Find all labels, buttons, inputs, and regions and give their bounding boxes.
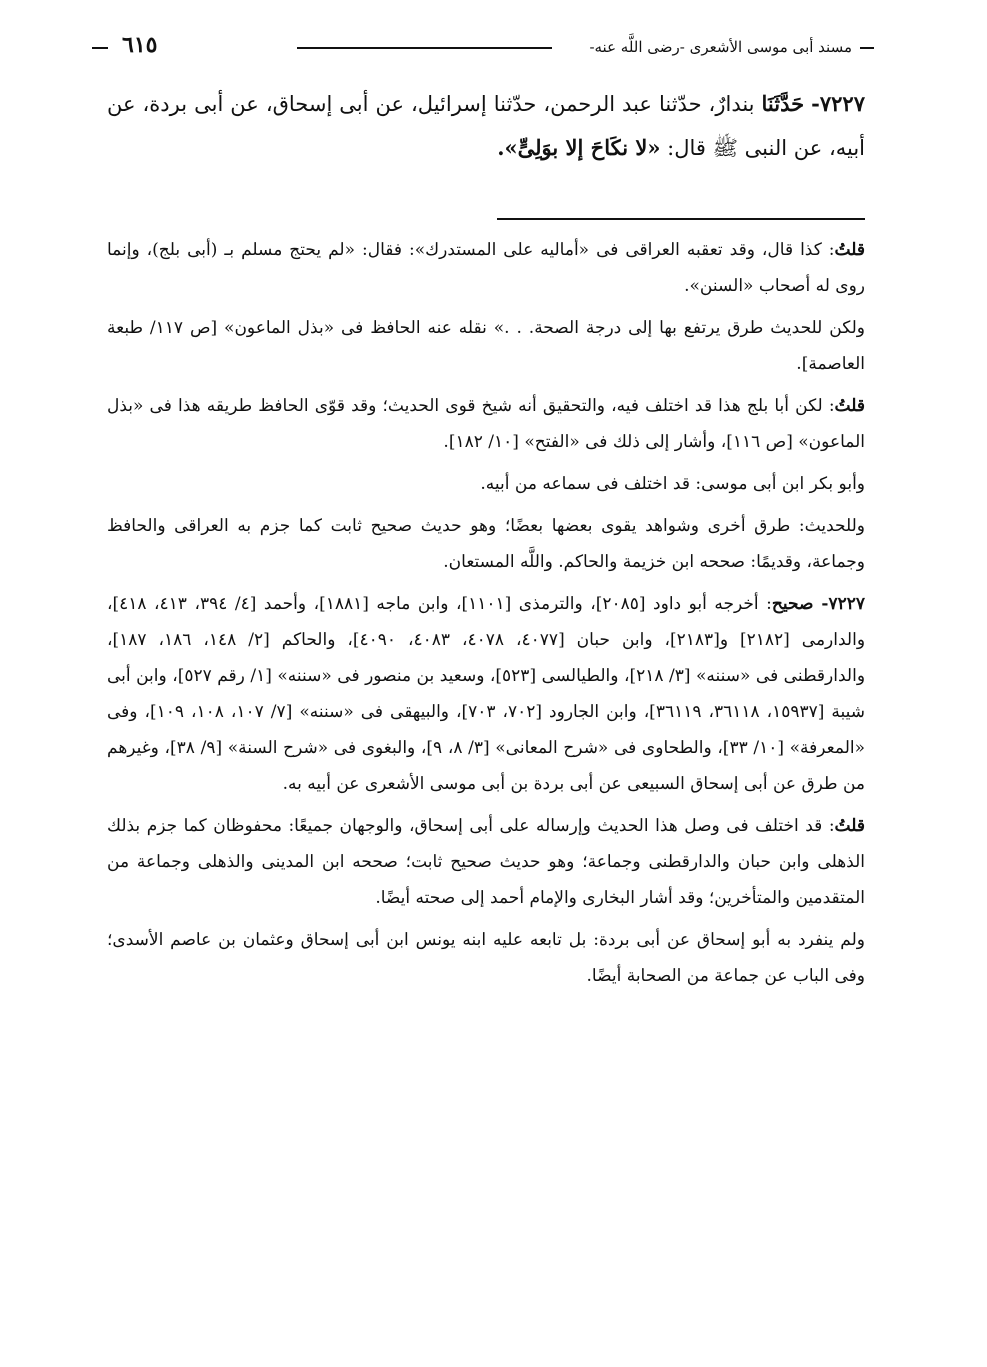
footnote-text: ولكن للحديث طرق يرتفع بها إلى درجة الصحة. . .» نقله عنه الحافظ فى «بذل الماعون» [ص ١١٧/ طبعة العاصمة].	[107, 318, 865, 374]
running-header	[92, 34, 874, 62]
footnote-text: : كذا قال، وقد تعقبه العراقى فى «أماليه على المستدرك»: فقال: «لم يحتج مسلم بـ (أبى بلج)، وإنما روى له أصحاب «السنن».	[107, 240, 865, 296]
header-dash-right	[860, 47, 874, 49]
header-rule	[297, 47, 552, 49]
header-title: مسند أبى موسى الأشعرى -رضى اللَّه عنه-	[589, 38, 852, 56]
footnote-paragraph	[107, 508, 865, 580]
footnote-separator	[497, 218, 865, 220]
footnote-text: : أخرجه أبو داود [٢٠٨٥]، والترمذى [١١٠١]، وابن ماجه [١٨٨١]، وأحمد [٤/ ٣٩٤، ٤١٣، ٤١٨]، والدارمى [٢١٨٢] و[٢١٨٣]، وابن حبان [٤٠٧٧، ٤٠٧٨، ٤٠٨٣، ٤٠٩٠]، والحاكم [٢/ ١٤٨، ١٨٦، ١٨٧]، والدارقطنى فى «سننه» [٣/ ٢١٨]، والطيالسى [٥٢٣]، وسعيد بن منصور فى «سننه» [١/ رقم ٥٢٧]، وابن أبى شيبة [١٥٩٣٧، ٣٦١١٨، ٣٦١١٩]، وابن الجارود [٧٠٢، ٧٠٣]، والبيهقى فى «سننه» [٧/ ١٠٧، ١٠٨، ١٠٩]، وفى «المعرفة» [١٠/ ٣٣]، والطحاوى فى «شرح المعانى» [٣/ ٨، ٩]، والبغوى فى «شرح السنة» [٩/ ٣٨]، وغيرهم من طرق عن أبى إسحاق السبيعى عن أبى بردة بن أبى موسى الأشعرى عن أبيه به.	[107, 594, 866, 794]
footnote-paragraph	[107, 922, 865, 994]
footnote-lead: ٧٢٢٧- صحيح	[771, 594, 866, 614]
footnote-lead: قلتُ	[834, 396, 865, 416]
footnote-text: ولم ينفرد به أبو إسحاق عن أبى بردة: بل تابعه عليه ابنه يونس ابن أبى إسحاق وعثمان بن عاصم الأسدى؛ وفى الباب عن جماعة من الصحابة أيضًا.	[107, 930, 865, 986]
footnote-paragraph	[107, 388, 865, 460]
footnote-paragraph	[107, 232, 865, 304]
footnote-text: وأبو بكر ابن أبى موسى: قد اختلف فى سماعه من أبيه.	[480, 474, 865, 494]
footnote-text: : قد اختلف فى وصل هذا الحديث وإرساله على أبى إسحاق، والوجهان جميعًا: محفوظان كما جزم بذلك الذهلى وابن حبان والدارقطنى وجماعة؛ وهو حديث صحيح ثابت؛ صححه ابن المدينى والذهلى وجماعة من المتقدمين والمتأخرين؛ وقد أشار البخارى والإمام أحمد إلى صحته أيضًا.	[107, 816, 865, 908]
header-dash-left	[92, 47, 108, 49]
footnotes	[107, 232, 865, 1000]
footnote-lead: قلتُ	[834, 240, 865, 260]
footnote-paragraph	[107, 466, 865, 502]
hadith-keyword: حَدَّثَنَا	[761, 91, 805, 116]
footnote-text: : لكن أبا بلج هذا قد اختلف فيه، والتحقيق أنه شيخ قوى الحديث؛ وقد قوّى الحافظ طريقه هذا فى «بذل الماعون» [ص ١١٦]، وأشار إلى ذلك فى «الفتح» [١٠/ ١٨٢].	[107, 396, 865, 452]
hadith-isnad: بندارٌ، حدّثنا عبد الرحمن، حدّثنا إسرائيل، عن أبى إسحاق، عن أبى بردة، عن أبيه، عن النبى ﷺ قال:	[107, 92, 865, 160]
footnote-paragraph	[107, 808, 865, 916]
page-number: ٦١٥	[122, 32, 158, 58]
hadith-text	[107, 82, 865, 170]
footnote-text: وللحديث: طرق أخرى وشواهد يقوى بعضها بعضًا؛ وهو حديث صحيح ثابت كما جزم به العراقى والحافظ وجماعة، وقديمًا: صححه ابن خزيمة والحاكم. واللَّه المستعان.	[107, 516, 865, 572]
footnote-paragraph	[107, 310, 865, 382]
footnote-lead: قلتُ	[834, 816, 865, 836]
footnote-paragraph	[107, 586, 865, 802]
hadith-number: ٧٢٢٧-	[811, 91, 865, 116]
hadith-matn: «لا نكَاحَ إلا بوَلِىٍّ».	[497, 135, 661, 160]
